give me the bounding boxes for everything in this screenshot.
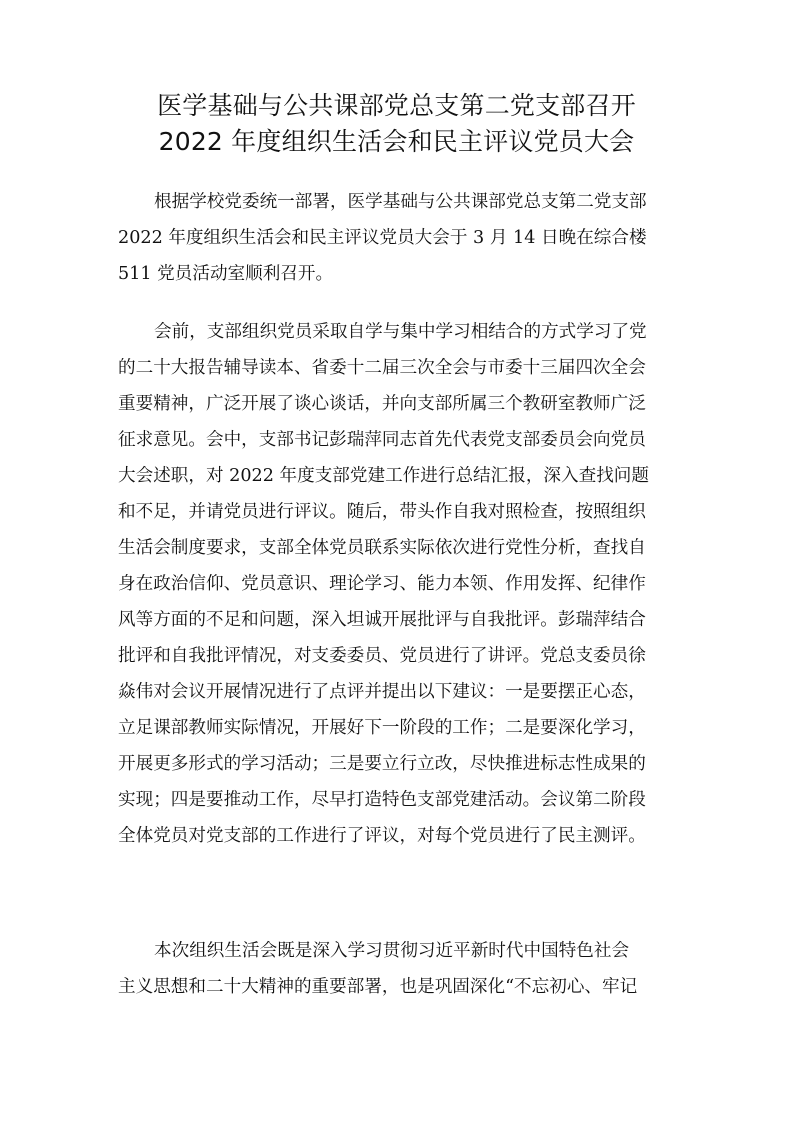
paragraph-line: 身在政治信仰、党员意识、理论学习、能力本领、作用发挥、纪律作 [118, 574, 646, 594]
paragraph-line: 生活会制度要求，支部全体党员联系实际依次进行党性分析，查找自 [118, 538, 646, 558]
paragraph-line: 会前，支部组织党员采取自学与集中学习相结合的方式学习了党 [154, 322, 647, 342]
paragraph-line: 的二十大报告辅导读本、省委十二届三次全会与市委十三届四次全会 [118, 358, 646, 378]
paragraph-line: 大会述职，对 2022 年度支部党建工作进行总结汇报，深入查找问题 [118, 466, 649, 486]
paragraph-3 [118, 933, 678, 1005]
paragraph-line: 重要精神，广泛开展了谈心谈话，并向支部所属三个教研室教师广泛 [118, 394, 646, 414]
paragraph-line: 立足课部教师实际情况，开展好下一阶段的工作；二是要深化学习， [118, 718, 646, 738]
paragraph-2 [118, 314, 678, 854]
paragraph-line: 和不足，并请党员进行评议。随后，带头作自我对照检查，按照组织 [118, 502, 646, 522]
paragraph-line: 焱伟对会议开展情况进行了点评并提出以下建议：一是要摆正心态， [118, 682, 646, 702]
paragraph-line: 征求意见。会中，支部书记彭瑞萍同志首先代表党支部委员会向党员 [118, 430, 646, 450]
paragraph-1 [118, 184, 678, 292]
paragraph-line: 511 党员活动室顺利召开。 [118, 264, 334, 284]
paragraph-line: 风等方面的不足和问题，深入坦诚开展批评与自我批评。彭瑞萍结合 [118, 610, 646, 630]
paragraph-line: 实现；四是要推动工作，尽早打造特色支部党建活动。会议第二阶段 [118, 790, 646, 810]
paragraph-line: 2022 年度组织生活会和民主评议党员大会于 3 月 14 日晚在综合楼 [118, 228, 647, 248]
document-title-line-2: 2022 年度组织生活会和民主评议党员大会 [158, 127, 635, 156]
paragraph-line: 根据学校党委统一部署，医学基础与公共课部党总支第二党支部 [154, 192, 647, 212]
paragraph-line: 主义思想和二十大精神的重要部署，也是巩固深化“不忘初心、牢记 [118, 977, 638, 997]
paragraph-line: 开展更多形式的学习活动；三是要立行立改，尽快推进标志性成果的 [118, 754, 646, 774]
paragraph-line: 本次组织生活会既是深入学习贯彻习近平新时代中国特色社会 [154, 941, 630, 961]
paragraph-line: 全体党员对党支部的工作进行了评议，对每个党员进行了民主测评。 [118, 826, 646, 846]
paragraph-line: 批评和自我批评情况，对支委委员、党员进行了讲评。党总支委员徐 [118, 646, 646, 666]
document-title-line-1: 医学基础与公共课部党总支第二党支部召开 [157, 91, 636, 120]
